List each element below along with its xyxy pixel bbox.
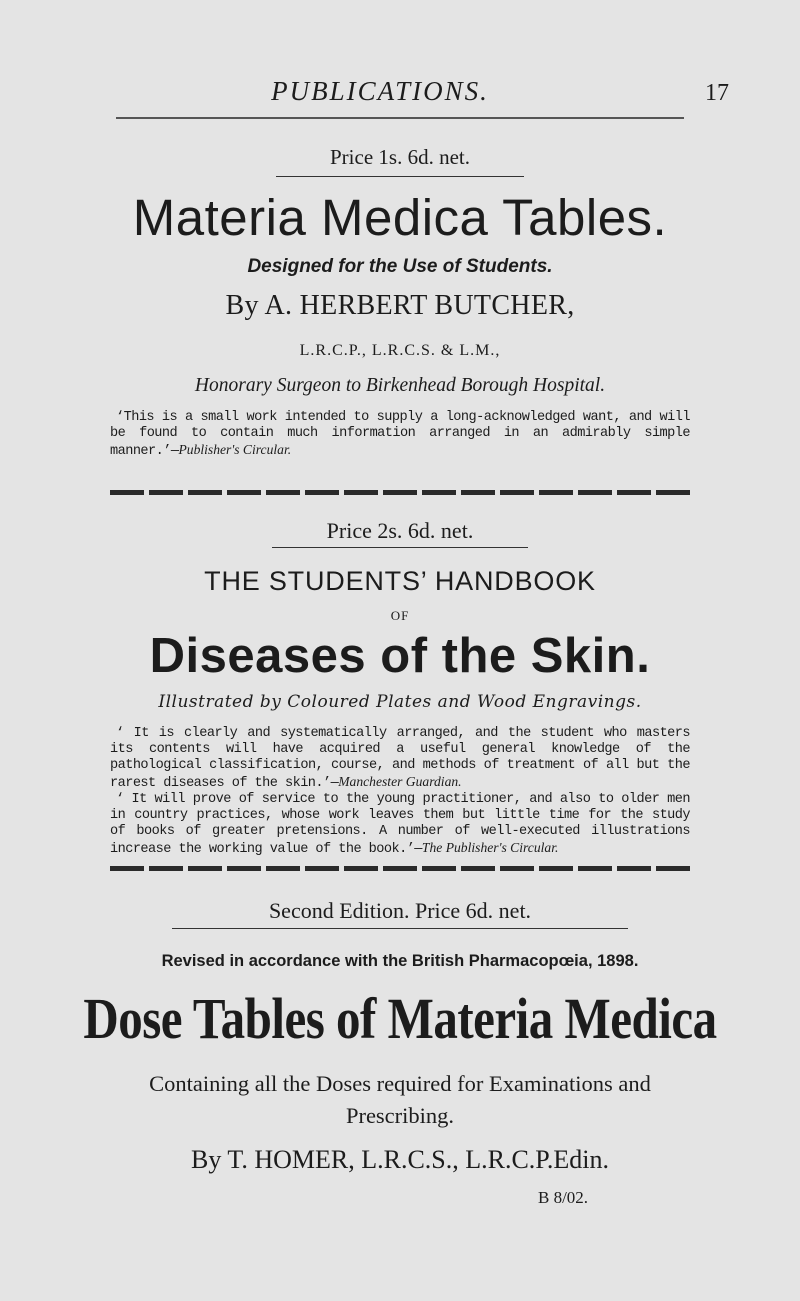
materia-medica-title: Materia Medica Tables. (132, 189, 668, 246)
dose-tables-title: Dose Tables of Materia Medica (83, 986, 717, 1052)
materia-medica-review (110, 410, 690, 460)
review-source: The Publisher's Circular. (421, 840, 559, 855)
price-underline (276, 176, 524, 177)
diseases-skin-title: Diseases of the Skin. (149, 629, 651, 683)
review-text: ‘This is a small work intended to supply a long-acknowledged want, and will be found to contain much information arranged in an admirably simple manner.’— (110, 410, 690, 459)
review-source: Manchester Guardian. (338, 774, 462, 789)
header-rule (116, 117, 684, 119)
review-source: Publisher's Circular. (178, 442, 292, 457)
price-materia-medica: Price 1s. 6d. net. (330, 145, 470, 169)
dose-tables-description: Containing all the Doses required for Examinations and Prescribing. (149, 1071, 651, 1128)
diseases-skin-reviews (110, 726, 690, 858)
review-text: ‘ It is clearly and systematically arranged, and the student who masters its contents will have acquired a useful general knowledge of the pathological classification, course, and methods of treatment of all but the rarest diseases of the skin.’— (110, 726, 690, 791)
section-divider (110, 866, 690, 871)
handbook-kicker: THE STUDENTS’ HANDBOOK (204, 566, 596, 596)
section-divider (110, 490, 690, 495)
materia-medica-qualifications: L.R.C.P., L.R.C.S. & L.M., (299, 342, 501, 359)
dose-tables-author: By T. HOMER, L.R.C.S., L.R.C.P.Edin. (191, 1145, 609, 1174)
review-text: ‘ It will prove of service to the young practitioner, and also to older men in country practices, whose work leaves them but little time for the study of books of greater pretensions. A number of well-executed illustrations increase the working value of the book.’— (110, 792, 690, 857)
materia-medica-position: Honorary Surgeon to Birkenhead Borough Hospital. (194, 375, 606, 396)
handbook-of: OF (390, 608, 410, 623)
signature-mark: B 8/02. (538, 1188, 589, 1207)
materia-medica-subtitle: Designed for the Use of Students. (247, 256, 553, 277)
page-number: 17 (705, 80, 729, 106)
materia-medica-author: By A. HERBERT BUTCHER, (225, 290, 575, 321)
edition-price: Second Edition. Price 6d. net. (268, 898, 532, 923)
price-diseases-skin: Price 2s. 6d. net. (326, 518, 474, 543)
revised-line: Revised in accordance with the British Pharmacopœia, 1898. (161, 952, 639, 970)
illustrated-line: Illustrated by Coloured Plates and Wood Engravings. (158, 692, 642, 712)
running-title: PUBLICATIONS. (271, 76, 489, 106)
price-underline (172, 928, 628, 929)
price-underline (272, 547, 528, 548)
